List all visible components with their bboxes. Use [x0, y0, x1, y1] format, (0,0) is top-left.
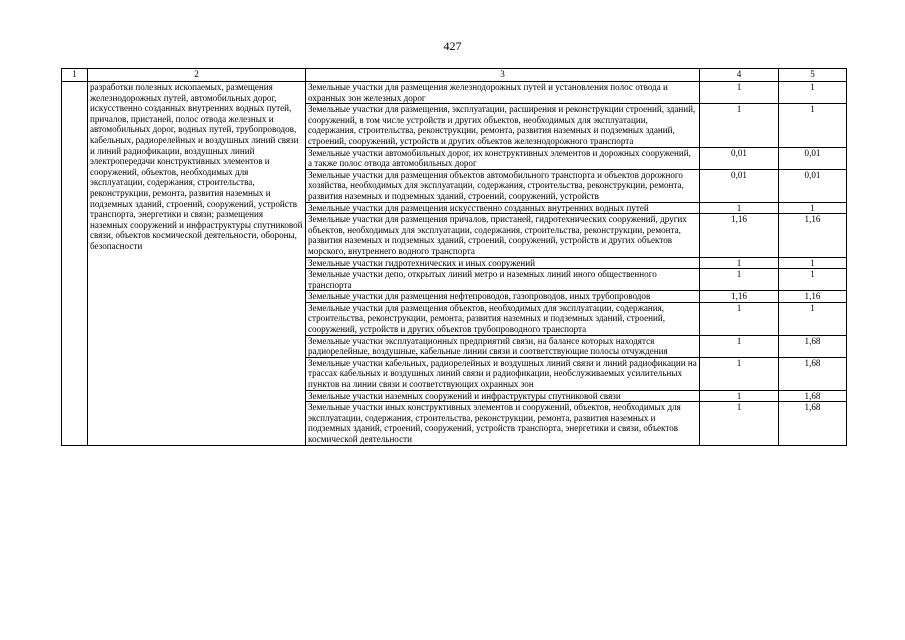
column-header-4: 4 — [700, 69, 779, 82]
row-number-cell — [62, 82, 88, 446]
coefficient-col4-cell: 1 — [700, 335, 779, 357]
coefficient-col5-cell: 1,68 — [779, 357, 847, 390]
coefficient-col4-cell: 1 — [700, 257, 779, 269]
land-plot-description-cell: Земельные участки автомобильных дорог, их конструктивных элементов и дорожных сооружений, а также полос отвода автомобильных дорог — [306, 147, 700, 169]
coefficient-col5-cell: 1,68 — [779, 390, 847, 402]
coefficient-col4-cell: 1 — [700, 82, 779, 104]
coefficient-col5-cell: 1,16 — [779, 214, 847, 257]
land-plot-description-cell: Земельные участки для размещения железнодорожных путей и установления полос отвода и охранных зон железных дорог — [306, 82, 700, 104]
land-plot-description-cell: Земельные участки для размещения нефтепроводов, газопроводов, иных трубопроводов — [306, 291, 700, 303]
coefficient-col4-cell: 1 — [700, 390, 779, 402]
column-header-2: 2 — [88, 69, 306, 82]
land-plot-description-cell: Земельные участки гидротехнических и иных сооружений — [306, 257, 700, 269]
land-plot-description-cell: Земельные участки для размещения искусственно созданных внутренних водных путей — [306, 202, 700, 214]
coefficient-col5-cell: 1 — [779, 202, 847, 214]
page-number: 427 — [443, 39, 462, 53]
table-row — [62, 82, 847, 104]
coefficient-col4-cell: 0,01 — [700, 169, 779, 202]
coefficient-col4-cell: 1 — [700, 269, 779, 291]
table-body — [62, 82, 847, 446]
coefficient-col5-cell: 1 — [779, 82, 847, 104]
coefficients-table — [61, 68, 847, 446]
land-plot-description-cell: Земельные участки для размещения, эксплуатации, расширения и реконструкции строений, зданий, сооружений, в том числе устройств и других объектов, необходимых для эксплуатации, содержания, строительства, реконструкции, ремонта, развития наземных и подземных зданий, строений, сооружений, устройств и других объектов железнодорожного транспорта — [306, 104, 700, 147]
coefficient-col4-cell: 1 — [700, 302, 779, 335]
coefficient-col4-cell: 1 — [700, 357, 779, 390]
coefficient-col5-cell: 0,01 — [779, 147, 847, 169]
coefficient-col5-cell: 1 — [779, 302, 847, 335]
land-plot-description-cell: Земельные участки для размещения объектов автомобильного транспорта и объектов дорожного хозяйства, необходимых для эксплуатации, содержания, строительства, реконструкции, ремонта, развития наземных и подземных зданий, строений, сооружений, устройств — [306, 169, 700, 202]
table-header — [62, 69, 847, 82]
land-plot-description-cell: Земельные участки для размещения причалов, пристаней, гидротехнических сооружений, других объектов, необходимых для эксплуатации, содержания, строительства, реконструкции, ремонта, развития наземных и подземных зданий, строений, сооружений, устройств и других объектов морского, внутреннего водного транспорта — [306, 214, 700, 257]
coefficient-col4-cell: 1 — [700, 104, 779, 147]
coefficient-col5-cell: 1,68 — [779, 402, 847, 445]
land-plot-description-cell: Земельные участки для размещения объектов, необходимых для эксплуатации, содержания, строительства, реконструкции, ремонта, развития наземных и подземных зданий, строений, сооружений, устройств и других объектов трубопроводного транспорта — [306, 302, 700, 335]
coefficient-col4-cell: 1 — [700, 202, 779, 214]
land-plot-description-cell: Земельные участки иных конструктивных элементов и сооружений, объектов, необходимых для эксплуатации, содержания, строительства, реконструкции, ремонта, развития наземных и подземных зданий, строений, сооружений, устройств транспорта, энергетики и связи, объектов космической деятельности — [306, 402, 700, 445]
coefficient-col4-cell: 1,16 — [700, 291, 779, 303]
coefficient-col5-cell: 1 — [779, 257, 847, 269]
coefficient-col4-cell: 1,16 — [700, 214, 779, 257]
column-header-5: 5 — [779, 69, 847, 82]
land-plot-description-cell: Земельные участки наземных сооружений и инфраструктуры спутниковой связи — [306, 390, 700, 402]
header-row — [62, 69, 847, 82]
coefficient-col4-cell: 1 — [700, 402, 779, 445]
coefficient-col4-cell: 0,01 — [700, 147, 779, 169]
land-use-category-cell: разработки полезных ископаемых, размещения железнодорожных путей, автомобильных дорог, искусственно созданных внутренних водных путей, причалов, пристаней, полос отвода железных и автомобильных дорог, водных путей, трубопроводов, кабельных, радиорелейных и воздушных линий связи и линий радиофикации, воздушных линий электропередачи конструктивных элементов и сооружений, объектов, необходимых для эксплуатации, содержания, строительства, реконструкции, ремонта, развития наземных и подземных зданий, строений, сооружений, устройств транспорта, энергетики и связи; размещения наземных сооружений и инфраструктуры спутниковой связи, объектов космической деятельности, обороны, безопасности — [88, 82, 306, 446]
coefficient-col5-cell: 1 — [779, 269, 847, 291]
coefficient-col5-cell: 1,16 — [779, 291, 847, 303]
coefficient-col5-cell: 1 — [779, 104, 847, 147]
land-plot-description-cell: Земельные участки депо, открытых линий метро и наземных линий иного общественного транспорта — [306, 269, 700, 291]
land-plot-description-cell: Земельные участки кабельных, радиорелейных и воздушных линий связи и линий радиофикации на трассах кабельных и воздушных линий связи и радиофикации, необслуживаемых усилительных пунктов на линии связи и соответствующих охранных зон — [306, 357, 700, 390]
land-plot-description-cell: Земельные участки эксплуатационных предприятий связи, на балансе которых находятся радиорелейные, воздушные, кабельные линии связи и соответствующие полосы отчуждения — [306, 335, 700, 357]
column-header-1: 1 — [62, 69, 88, 82]
coefficient-col5-cell: 0,01 — [779, 169, 847, 202]
coefficient-col5-cell: 1,68 — [779, 335, 847, 357]
column-header-3: 3 — [306, 69, 700, 82]
